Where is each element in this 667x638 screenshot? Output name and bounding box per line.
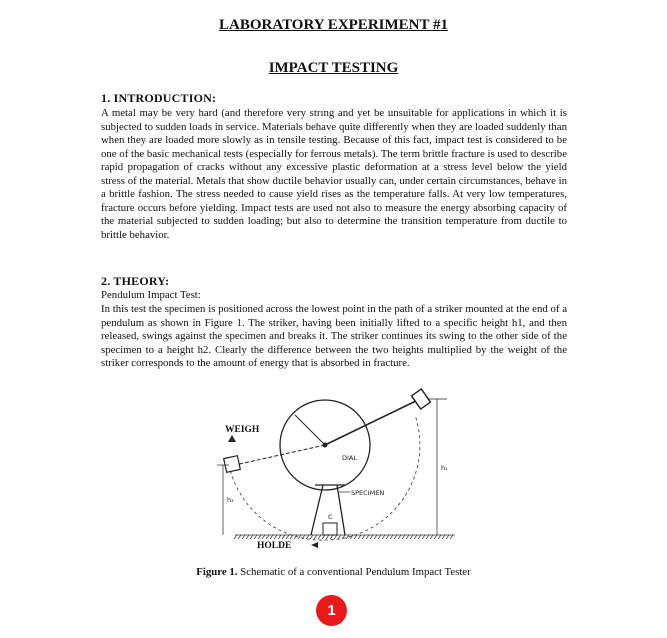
document-subtitle: IMPACT TESTING xyxy=(268,60,399,76)
ground-hatch xyxy=(234,535,455,539)
page-number-badge: 1 xyxy=(316,595,347,626)
label-c: C xyxy=(328,513,333,521)
weigh-arrow xyxy=(228,435,236,442)
document-title: LABORATORY EXPERIMENT #1 xyxy=(219,17,448,33)
holde-arrow xyxy=(311,542,318,548)
label-holde: HOLDE xyxy=(257,541,292,551)
introduction-body: A metal may be very hard (and therefore very strıng and yet be unsuitable for applications in which it is subjected to sudden loads in service. Materials behave quite differently when they are loaded suddenly than when they are loaded more slowly as in tensile testing. Because of this fact, impact test is considered to be one of the basic mechanical tests (especially for ferrous metals). The term brittle fracture is used to describe rapid propagation of cracks without any excessive plastic deformation at a stress level below the yield stress of the material. Metals that show ductile behavior usually can, under certain circumstances, behave in a brittle fashion. The stress needed to cause yield rises as the temperature falls. At very low temperatures, fracture occurs before yielding. Impact tests are used not also to measure the energy absorbing capacity of the material subjected to sudden loading; but also to determine the transition temperature from ductile to brittle behavior. xyxy=(101,107,567,241)
pendulum-arm-raised xyxy=(325,399,420,445)
theory-subheading: Pendulum Impact Test: xyxy=(101,289,201,301)
theory-body: In this test the specimen is positioned across the lowest point in the path of a striker mounted at the end of a pendulum as shown in Figure 1. The striker, having been initially lifted to a specific height h1, and then released, swings against the specimen and breaks it. The striker continues its swing to the other side of the specimen to a height h2. Clearly the difference between the two heights multiplied by the weight of the striker corresponds to the amount of energy that is absorbed in fracture. xyxy=(101,303,567,370)
label-specimen: SPECIMEN xyxy=(351,489,385,497)
introduction-heading: 1. INTRODUCTION: xyxy=(101,91,217,105)
specimen-holder xyxy=(323,523,337,535)
striker-swung xyxy=(224,456,241,473)
caption-label: Figure 1. xyxy=(196,566,238,578)
figure-caption xyxy=(0,566,667,578)
label-weigh: WEIGH xyxy=(225,425,260,435)
frame-leg-right xyxy=(337,485,345,535)
label-h1: h₁ xyxy=(441,464,448,472)
label-dial: DIAL xyxy=(342,454,357,462)
theory-heading: 2. THEORY: xyxy=(101,274,170,288)
frame-leg-left xyxy=(311,485,323,535)
label-h2: h₂ xyxy=(227,496,234,504)
pendulum-impact-tester-diagram xyxy=(215,385,465,555)
caption-text: Schematic of a conventional Pendulum Impact Tester xyxy=(237,566,471,578)
